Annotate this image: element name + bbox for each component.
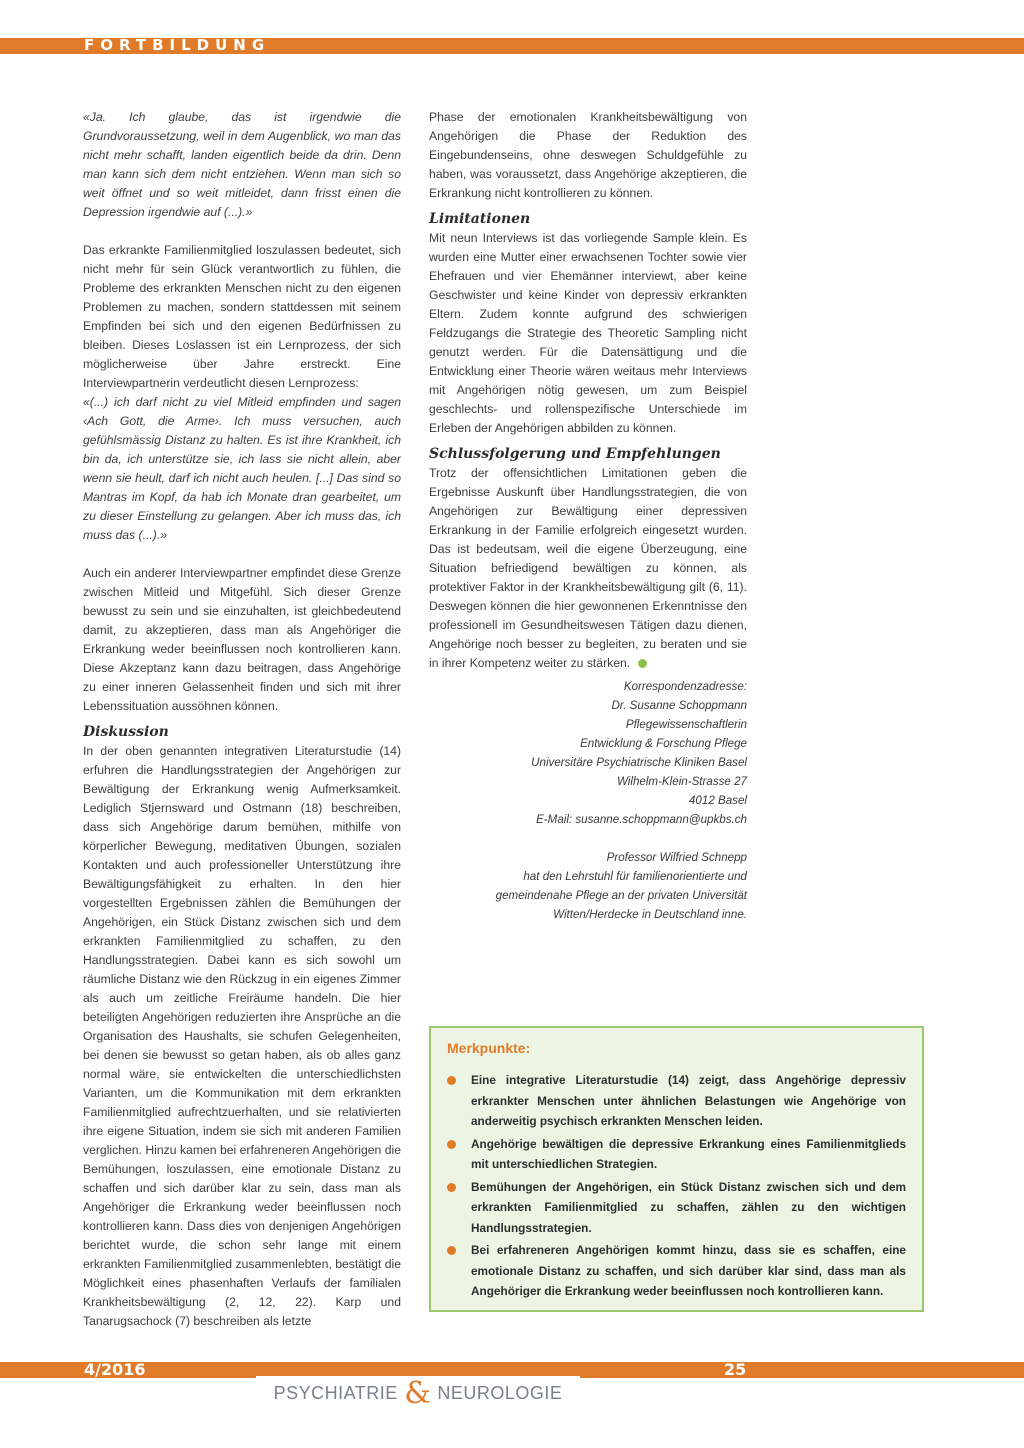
coauthor-line: Witten/Herdecke in Deutschland inne. xyxy=(553,908,747,921)
coauthor-line: gemeindenahe Pflege an der privaten Universität xyxy=(495,889,747,902)
address-street: Wilhelm-Klein-Strasse 27 xyxy=(616,775,747,788)
conclusion-text: Trotz der offensichtlichen Limitationen geben die Ergebnisse Auskunft über Handlungsstrategien, die von Angehörigen zur Bewältigung einer depressiven Erkrankung in der Familie erfolgreich eingesetzt wurden. Das ist bedeutsam, weil die eigene Überzeugung, eine Situation befriedigend bewältigen zu können, als protektiver Faktor in der Krankheitsbewältigung gilt (6, 11). Deswegen können die hier gewonnenen Erkenntnisse den professionell im Gesundheitswesen Tätigen dazu dienen, Angehörige noch besser zu begleiten, zu beraten und sie in ihrer Kompetenz weiter zu stärken. xyxy=(429,466,747,670)
address-label: Korrespondenzadresse: xyxy=(623,680,747,693)
interview-quote-2: «(...) ich darf nicht zu viel Mitleid empfinden und sagen ‹Ach Gott, die Arme›. Ich muss versuchen, auch gefühlsmässig Distanz zu halten. Es ist ihre Krankheit, ich bin da, ich unterstütze sie, ich lass sie nicht allein, aber wenn sie heult, darf ich nicht auch heulen. [...] Das sind so Mantras im Kopf, da hab ich Monate dran gearbeitet, um zu dieser Einstellung zu gelangen. Aber ich muss das, ich muss das (...).» xyxy=(83,395,401,542)
body-paragraph: Das erkrankte Familienmitglied loszulassen bedeutet, sich nicht mehr für sein Glück verantwortlich zu fühlen, die Probleme des erkrankten Menschen nicht zu den eigenen Problemen zu machen, sondern stattdessen mit seinem Empfinden bei sich und den eigenen Bedürfnissen zu bleiben. Dieses Loslassen ist ein Lernprozess, der sich möglicherweise über Jahre erstreckt. Eine Interviewpartnerin verdeutlicht diesen Lernprozess: xyxy=(83,243,401,390)
journal-ampersand: & xyxy=(404,1376,431,1411)
list-item: Bemühungen der Angehörigen, ein Stück Distanz zwischen sich und dem erkrankten Familienmitglied zu schaffen, zählen zu den wichtigen Handlungsstrategien. xyxy=(447,1177,906,1239)
body-paragraph: In der oben genannten integrativen Literaturstudie (14) erfuhren die Handlungsstrategien der Angehörigen zur Bewältigung der Erkrankung wenig Aufmerksamkeit. Lediglich Stjernsward und Ostmann (18) beschreiben, dass sich Angehörige darum bemühen, mithilfe von körperlicher Bewegung, meditativen Übungen, sozialen Kontakten und auch professioneller Unterstützung ihre Bewältigungsfähigkeit zu erhalten. In den hier vorgestellten Ergebnissen zählen die Bemühungen der Angehörigen, ein Stück Distanz zwischen sich und dem erkrankten Familienmitglied zu schaffen, zu den Handlungsstrategien. Dabei kann es sich sowohl um räumliche Distanz wie den Rückzug in ein eigenes Zimmer als auch um zeitliche Freiräume handeln. Die hier beteiligten Angehörigen reduzierten ihre Ansprüche an die Organisation des Haushalts, sie schufen Gelegenheiten, bei denen sie bewusst so getan haben, als ob alles ganz normal wäre, sie entwickelten die unterschiedlichsten Varianten, um die Kommunikation mit dem erkrankten Familienmitglied aufrechtzuerhalten, und sie relativierten ihre eigene Situation, indem sie sich mit anderen Familien verglichen. Hinzu kamen bei erfahreneren Angehörigen die Bemühungen, loszulassen, eine emotionale Distanz zu schaffen und sich darüber klar zu sein, dass man als Angehöriger die Erkrankung weder beeinflussen noch kontrollieren kann. Dass dies von denjenigen Angehörigen berichtet wurde, die schon sehr lange mit einem erkrankten Familienmitglied zusammenlebten, bestätigt die Möglichkeit eines phasenhaften Verlaufs der familialen Krankheitsbewältigung (2, 12, 22). Karp und Tanarugsachock (7) beschreiben als letzte xyxy=(83,744,401,1328)
list-item: Eine integrative Literaturstudie (14) zeigt, dass Angehörige depressiv erkrankter Menschen unter ähnlichen Belastungen wie Angehörige von anderweitig psychisch erkrankten Menschen leiden. xyxy=(447,1070,906,1132)
address-title: Pflegewissenschaftlerin xyxy=(625,718,747,731)
left-column xyxy=(83,108,401,1331)
issue-number: 4/2016 xyxy=(84,1360,146,1379)
header-bar xyxy=(0,38,1024,54)
end-of-article-icon xyxy=(638,659,647,668)
list-item: Angehörige bewältigen die depressive Erkrankung eines Familienmitglieds mit unterschiedlichen Strategien. xyxy=(447,1134,906,1175)
page-number: 25 xyxy=(724,1360,747,1379)
bullet-icon xyxy=(447,1183,456,1192)
merkpunkte-title: Merkpunkte: xyxy=(447,1040,531,1056)
merkpunkte-list xyxy=(447,1070,906,1302)
right-column xyxy=(429,108,747,924)
heading-schlussfolgerung: Schlussfolgerung und Empfehlungen xyxy=(429,446,721,462)
journal-name-left: PSYCHIATRIE xyxy=(273,1383,398,1403)
correspondence-address xyxy=(429,677,747,924)
journal-name-right: NEUROLOGIE xyxy=(437,1383,563,1403)
body-paragraph: Auch ein anderer Interviewpartner empfindet diese Grenze zwischen Mitleid und Mitgefühl. Sich dieser Grenze bewusst zu sein und sie einzuhalten, ist gleichbedeutend damit, zu akzeptieren, dass man als Angehöriger die Erkrankung weder beeinflussen noch kontrollieren kann. Diese Akzeptanz kann dazu beitragen, dass Angehörige zu einer inneren Gelassenheit finden und sich mit ihrer Lebenssituation aussöhnen können. xyxy=(83,566,401,713)
body-paragraph: Mit neun Interviews ist das vorliegende Sample klein. Es wurden eine Mutter einer erwachsenen Tochter sowie vier Ehefrauen und vier Ehemänner interviewt, aber keine Geschwister und keine Kinder von depressiv erkrankten Eltern. Zudem konnte aufgrund des schwierigen Feldzugangs die Strategie des Theoretic Sampling nicht genutzt werden. Für die Datensättigung und die Entwicklung einer Theorie wären weitaus mehr Interviews mit Angehörigen nötig gewesen, um zum Beispiel geschlechts- und rollenspezifische Unterschiede im Erleben der Angehörigen abbilden zu können. xyxy=(429,231,747,435)
address-city: 4012 Basel xyxy=(688,794,747,807)
heading-diskussion: Diskussion xyxy=(83,724,169,740)
address-name: Dr. Susanne Schoppmann xyxy=(611,699,747,712)
bullet-icon xyxy=(447,1246,456,1255)
body-paragraph: Phase der emotionalen Krankheitsbewältigung von Angehörigen die Phase der Reduktion des Eingebundenseins, ohne deswegen Schuldgefühle zu haben, was voraussetzt, dass Angehörige akzeptieren, die Erkrankung nicht kontrollieren zu können. xyxy=(429,110,747,200)
address-dept: Entwicklung & Forschung Pflege xyxy=(580,737,747,750)
interview-quote-1: «Ja. Ich glaube, das ist irgendwie die Grundvoraussetzung, weil in dem Augenblick, wo man das nicht mehr schafft, landen eigentlich beide da drin. Denn man kann sich dem nicht entziehen. Wenn man sich so weit öffnet und so weit mitleidet, dann frisst einen die Depression irgendwie auf (...).» xyxy=(83,110,401,219)
list-item: Bei erfahreneren Angehörigen kommt hinzu, dass sie es schaffen, eine emotionale Distanz zu schaffen, und sich darüber klar sind, dass man als Angehöriger die Erkrankung weder beeinflussen noch kontrollieren kann. xyxy=(447,1240,906,1302)
heading-limitationen: Limitationen xyxy=(429,211,531,227)
merkpunkte-box xyxy=(429,1026,924,1312)
section-label: FORTBILDUNG xyxy=(84,36,271,54)
address-org: Universitäre Psychiatrische Kliniken Basel xyxy=(531,756,747,769)
journal-logo xyxy=(256,1376,580,1416)
address-email: E-Mail: susanne.schoppmann@upkbs.ch xyxy=(536,813,747,826)
bullet-icon xyxy=(447,1076,456,1085)
coauthor-line: hat den Lehrstuhl für familienorientierte und xyxy=(523,870,747,883)
body-paragraph xyxy=(429,464,747,673)
coauthor-name: Professor Wilfried Schnepp xyxy=(606,851,747,864)
bullet-icon xyxy=(447,1140,456,1149)
